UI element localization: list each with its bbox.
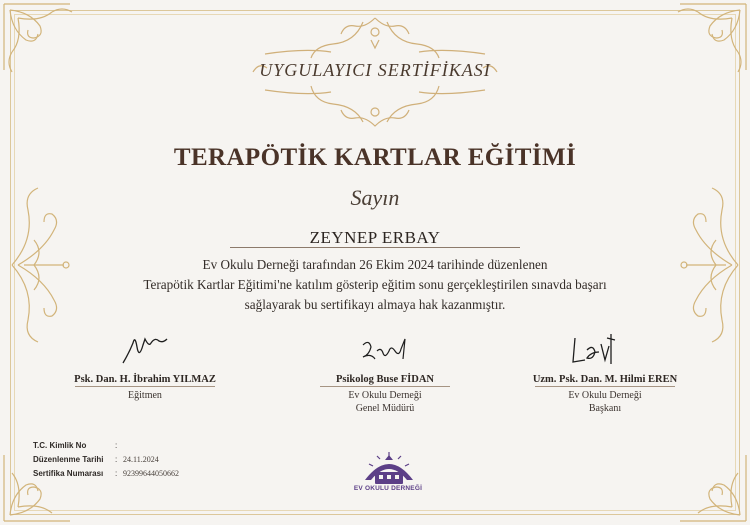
signature-role-2 <box>300 389 470 415</box>
recipient-underline <box>230 247 520 248</box>
body-line: Terapötik Kartlar Eğitimi'ne katılım gösterip eğitim sonu gerçekleştirilen sınavda başarı <box>143 277 607 292</box>
signature-2 <box>355 325 415 370</box>
certificate-subtitle: UYGULAYICI SERTİFİKASI <box>259 60 491 80</box>
serial-label: Sertifika Numarası <box>33 469 104 478</box>
signature-role-line: Ev Okulu Derneği <box>348 390 422 401</box>
signature-3 <box>565 330 630 375</box>
tc-label: T.C. Kimlik No <box>33 441 87 450</box>
signature-role-1 <box>55 389 235 402</box>
signature-line-1 <box>75 386 215 387</box>
meta-row-serial <box>33 467 179 481</box>
certificate-meta <box>33 439 179 481</box>
signature-role-line: Genel Müdürü <box>355 403 415 414</box>
signature-role-3 <box>515 389 695 415</box>
signature-1 <box>115 325 175 370</box>
signature-line-3 <box>535 386 675 387</box>
meta-row-tc <box>33 439 179 453</box>
signature-role-line: Ev Okulu Derneği <box>568 390 642 401</box>
meta-row-date <box>33 453 179 467</box>
certificate-title: TERAPÖTİK KARTLAR EĞİTİMİ <box>173 144 577 171</box>
signature-role-line: Eğitmen <box>128 390 162 401</box>
recipient-name: ZEYNEP ERBAY <box>309 228 441 247</box>
date-value: 24.11.2024 <box>123 455 159 464</box>
separator: : <box>115 441 118 450</box>
body-line: Ev Okulu Derneği tarafından 26 Ekim 2024 tarihinde düzenlenen <box>202 257 548 272</box>
corner-ornament-bottom-right <box>640 415 750 525</box>
corner-ornament-top-right <box>640 0 750 110</box>
signature-line-2 <box>320 386 450 387</box>
separator: : <box>115 455 118 464</box>
signature-name-2: Psikolog Buse FİDAN <box>335 374 434 385</box>
serial-value: 92399644050662 <box>123 469 179 478</box>
body-line: sağlayarak bu sertifikayı almaya hak kazanmıştır. <box>244 297 506 312</box>
signature-role-line: Başkanı <box>588 403 622 414</box>
salutation: Sayın <box>350 185 400 210</box>
date-label: Düzenlenme Tarihi <box>33 455 104 464</box>
logo-text: EV OKULU DERNEĞİ <box>353 485 423 492</box>
separator: : <box>115 469 118 478</box>
corner-ornament-top-left <box>0 0 110 110</box>
certificate-body <box>95 255 655 315</box>
signature-name-1: Psk. Dan. H. İbrahim YILMAZ <box>74 374 216 385</box>
signature-name-3: Uzm. Psk. Dan. M. Hilmi EREN <box>532 374 678 385</box>
